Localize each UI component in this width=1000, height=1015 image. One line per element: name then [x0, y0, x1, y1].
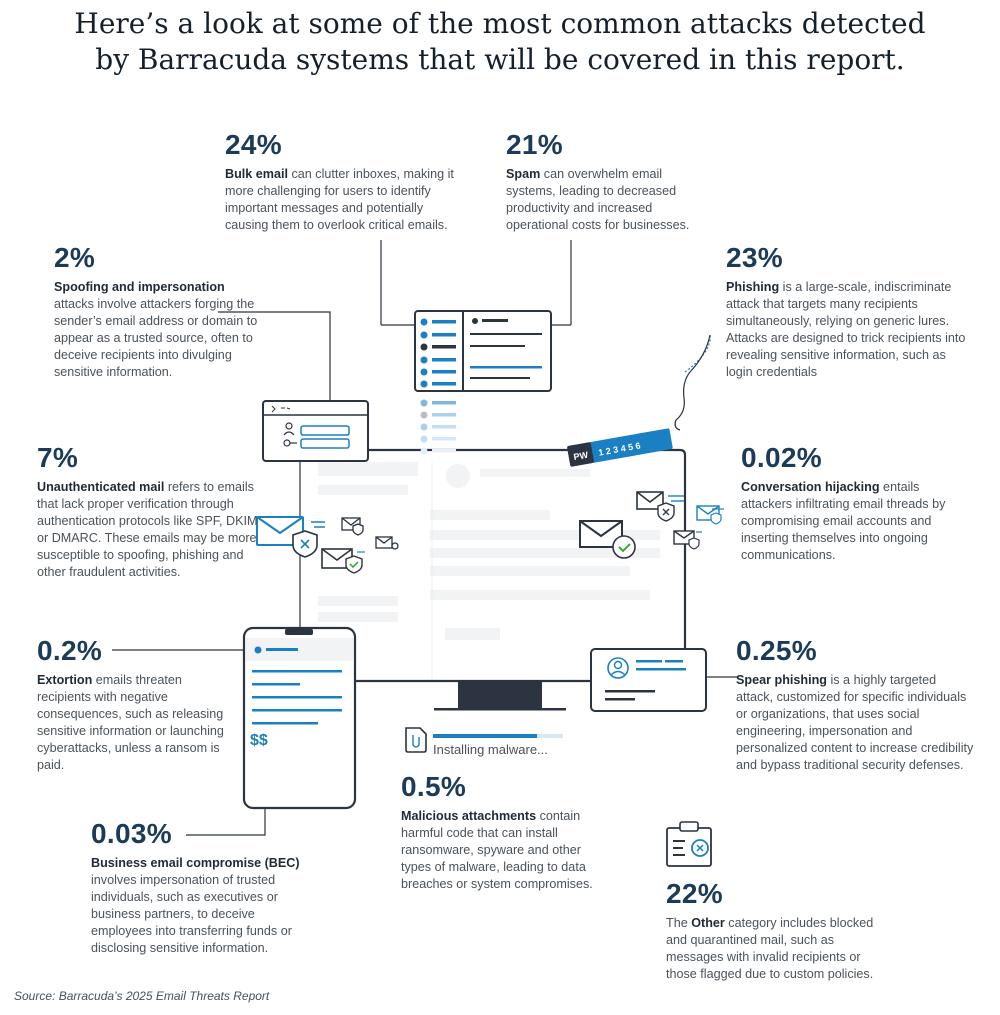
source-note: Source: Barracuda’s 2025 Email Threats Report	[14, 989, 270, 1003]
clipboard-icon	[667, 822, 711, 866]
stat-spoofing	[54, 243, 269, 380]
stat-extortion	[37, 636, 237, 773]
stat-description	[736, 672, 976, 773]
attack-name: Conversation hijacking	[741, 480, 880, 494]
stat-description	[666, 915, 881, 983]
contact-card	[591, 649, 706, 711]
stat-description	[37, 672, 237, 773]
stat-bulk-email	[225, 130, 465, 234]
stat-description	[54, 279, 269, 380]
svg-text:1 2 3 4 5 6: 1 2 3 4 5 6	[597, 440, 642, 458]
attack-name: Spam	[506, 167, 541, 181]
stat-percent: 23%	[726, 242, 783, 273]
title-line: by Barracuda systems that will be covered in this report.	[95, 43, 905, 76]
stat-phishing	[726, 243, 966, 380]
stat-malicious-attachments	[401, 772, 611, 893]
stat-bec	[91, 819, 316, 956]
attack-description: The	[666, 916, 692, 930]
title-line: Here’s a look at some of the most common attacks detected	[74, 7, 926, 40]
attack-name: Other	[691, 916, 725, 930]
stat-description	[37, 479, 262, 580]
attack-description: contain harmful code that can install ransomware, spyware and other types of malware, leading to data breaches or system compromises.	[401, 809, 593, 891]
envelope-icon	[674, 531, 702, 549]
attack-name: Phishing	[726, 280, 780, 294]
envelope-check-icon	[322, 549, 365, 573]
stat-hijacking	[741, 443, 956, 564]
stat-spear-phishing	[736, 636, 976, 773]
stat-other	[666, 879, 881, 983]
stat-description	[506, 166, 706, 234]
money-symbol: $$	[250, 732, 268, 749]
attack-description: attacks involve attackers forging the sender’s email address or domain to appear as a trusted source, often to deceive recipients into divulging sensitive information.	[54, 296, 258, 379]
stat-percent: 24%	[225, 129, 282, 160]
attack-description: can overwhelm email systems, leading to decreased productivity and increased operational costs for businesses.	[506, 167, 690, 232]
stat-percent: 21%	[506, 129, 563, 160]
phone-illustration	[244, 628, 355, 808]
stat-description	[225, 166, 465, 234]
svg-text:PW: PW	[572, 449, 589, 463]
stat-percent: 0.03%	[91, 818, 172, 849]
attack-description: emails threaten recipients with negative consequences, such as releasing sensitive information or launching cyberattacks, unless a ransom is paid.	[37, 673, 224, 772]
attack-name: Malicious attachments	[401, 809, 537, 823]
envelope-shield-icon	[257, 517, 325, 557]
attack-name: Bulk email	[225, 167, 288, 181]
stat-description	[741, 479, 956, 564]
envelope-shield-icon	[637, 492, 684, 521]
stat-description	[726, 279, 966, 380]
stat-unauthenticated	[37, 443, 262, 580]
attack-description: can clutter inboxes, making it more challenging for users to identify important messages and potentially causing them to overlook critical emails.	[225, 167, 454, 232]
stat-description	[401, 808, 611, 893]
stat-description	[91, 855, 316, 956]
envelope-icon	[342, 518, 363, 535]
attack-name: Spoofing and impersonation	[54, 280, 225, 294]
login-window	[263, 401, 368, 461]
envelope-icon	[697, 506, 724, 524]
stat-spam	[506, 130, 706, 234]
stat-percent: 0.02%	[741, 442, 822, 473]
attack-description: entails attackers infiltrating email threads by compromising email accounts and inserting themselves into ongoing communications.	[741, 480, 946, 562]
attack-name: Business email compromise (BEC)	[91, 856, 300, 870]
attack-name: Spear phishing	[736, 673, 827, 687]
attack-description: category includes blocked and quarantined mail, such as messages with invalid recipients or those flagged due to custom policies.	[666, 916, 874, 981]
stat-percent: 7%	[37, 442, 79, 473]
email-list-window	[415, 311, 551, 455]
stat-percent: 0.5%	[401, 771, 467, 802]
stat-percent: 2%	[54, 242, 96, 273]
attack-name: Extortion	[37, 673, 93, 687]
malware-file-icon	[406, 728, 426, 752]
attack-description: refers to emails that lack proper verification through authentication protocols like SPF, DKIM or DMARC. These emails may be more susceptible to spoofing, phishing and other fraudulent activities.	[37, 480, 258, 579]
attack-description: is a large-scale, indiscriminate attack that targets many recipients simultaneously, relying on generic lures. Attacks are designed to trick recipients into revealing sensitive information, such as login credentials	[726, 280, 966, 379]
stat-percent: 22%	[666, 878, 723, 909]
attack-name: Unauthenticated mail	[37, 480, 165, 494]
attack-description: is a highly targeted attack, customized for specific individuals or organizations, that uses social engineering, impersonation and personalized content to increase credibility and bypass traditional security defenses.	[736, 673, 974, 772]
stat-percent: 0.2%	[37, 635, 103, 666]
password-tag	[567, 335, 710, 467]
stat-percent: 0.25%	[736, 635, 817, 666]
attack-description: involves impersonation of trusted individuals, such as executives or business partners, to deceive employees into transferring funds or disclosing sensitive information.	[91, 872, 292, 955]
malware-progress-fill	[433, 734, 537, 738]
malware-status-label: Installing malware...	[433, 742, 548, 757]
envelope-icon	[376, 537, 398, 549]
